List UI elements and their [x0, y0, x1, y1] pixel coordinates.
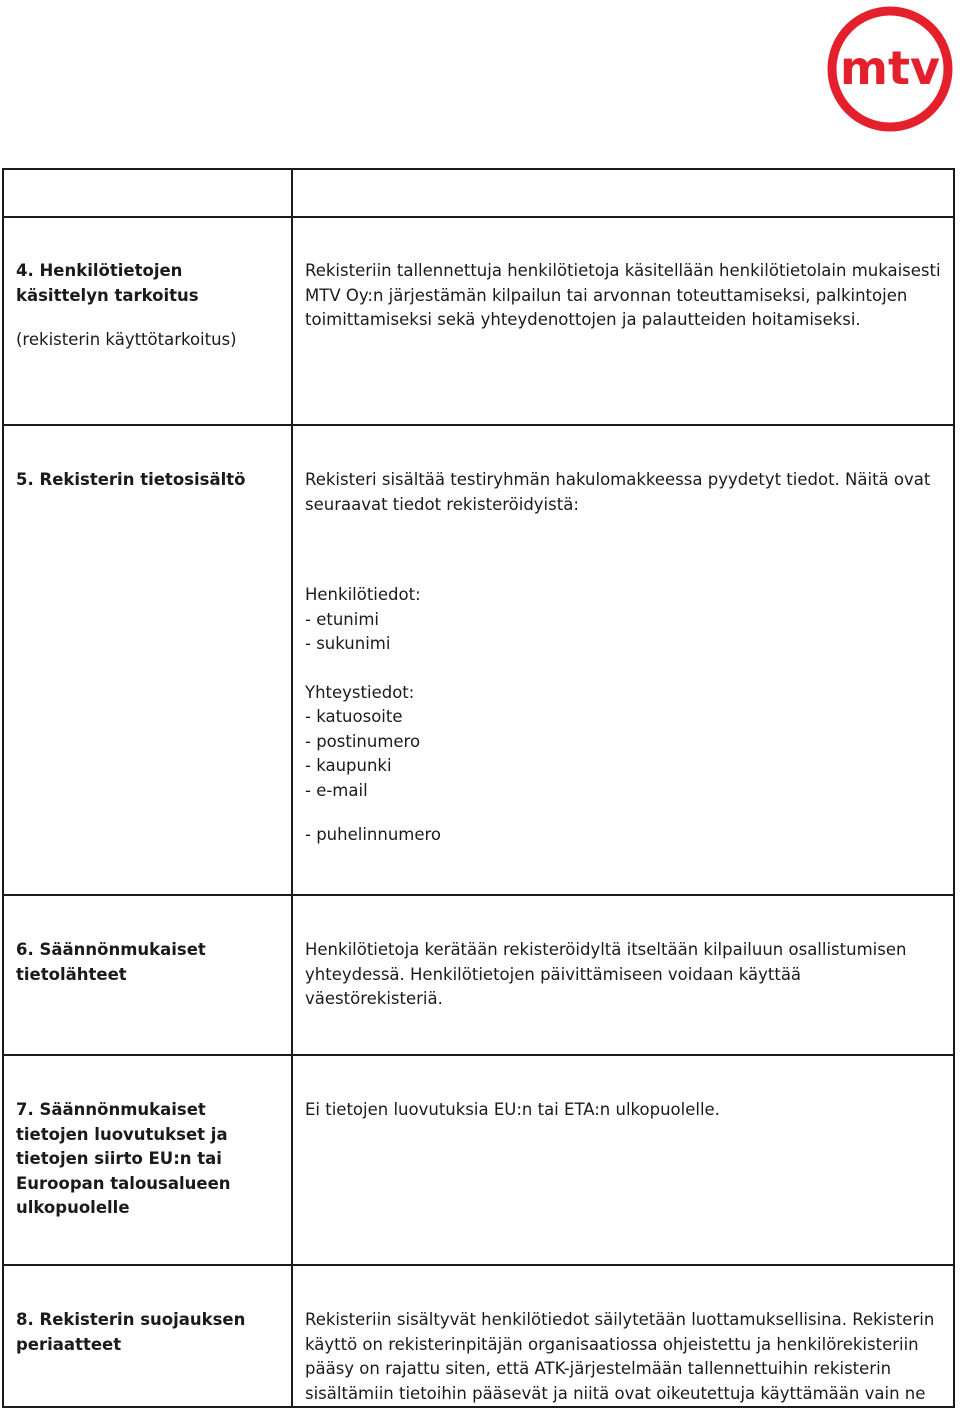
- sources-content-cell: [292, 895, 954, 1055]
- table-row-sources: [3, 895, 954, 1055]
- list-item: - katuosoite: [305, 707, 403, 726]
- disclosures-content: Ei tietojen luovutuksia EU:n tai ETA:n ulkopuolelle.: [305, 1100, 720, 1119]
- security-label: 8. Rekisterin suojauksen periaatteet: [16, 1310, 246, 1354]
- list-item: - kaupunki: [305, 756, 392, 775]
- purpose-label: 4. Henkilötietojen käsittelyn tarkoitus: [16, 261, 199, 305]
- table-row-empty: [3, 169, 954, 217]
- disclosures-label: 7. Säännönmukaiset tietojen luovutukset ja tietojen siirto EU:n tai Euroopan talousalueen ulkopuolelle: [16, 1100, 231, 1217]
- table-row-data-content: [3, 425, 954, 895]
- empty-cell: [292, 169, 954, 217]
- list-item: - e-mail: [305, 780, 368, 800]
- purpose-label-cell: [3, 217, 292, 425]
- personal-data-list: [305, 583, 941, 657]
- table-row-purpose: [3, 217, 954, 425]
- list-item: - etunimi: [305, 609, 379, 629]
- table-row-security: [3, 1265, 954, 1407]
- data-content-label: 5. Rekisterin tietosisältö: [16, 470, 246, 489]
- table-row-disclosures: [3, 1055, 954, 1265]
- security-content: Rekisteriin sisältyvät henkilötiedot säilytetään luottamuksellisina. Rekisterin käyttö on rekisterinpitäjän organisaatiossa ohjeistettu ja henkilörekisteriin pääsy on rajattu siten, että ATK-järjestelmään tallennettuihin rekisterin sisältämiin tietoihin pääsevät ja niitä ovat oikeutettuja käyttämään vain ne: [305, 1310, 935, 1403]
- disclosures-content-cell: [292, 1055, 954, 1265]
- list-item: - sukunimi: [305, 634, 391, 653]
- logo-text: mtv: [840, 41, 940, 95]
- personal-data-title: Henkilötiedot:: [305, 585, 421, 604]
- contact-data-list: [305, 681, 941, 804]
- sources-label-cell: [3, 895, 292, 1055]
- purpose-content: Rekisteriin tallennettuja henkilötietoja käsitellään henkilötietolain mukaisesti MTV Oy:n järjestämän kilpailun tai arvonnan toteuttamiseksi, palkintojen toimittamiseksi sekä yhteydenottojen ja palautteiden hoitamiseksi.: [305, 261, 941, 329]
- purpose-sublabel: (rekisterin käyttötarkoitus): [16, 330, 237, 349]
- list-item: - postinumero: [305, 731, 421, 751]
- sources-label: 6. Säännönmukaiset tietolähteet: [16, 940, 206, 984]
- disclosures-label-cell: [3, 1055, 292, 1265]
- purpose-content-cell: [292, 217, 954, 425]
- mtv-logo: [826, 5, 954, 133]
- data-content-cell: [292, 425, 954, 895]
- sources-content: Henkilötietoja kerätään rekisteröidyltä itseltään kilpailuun osallistumisen yhteydessä. Henkilötietojen päivittämiseen voidaan käyttää väestörekisteriä.: [305, 940, 907, 1008]
- security-label-cell: [3, 1265, 292, 1407]
- empty-cell: [3, 169, 292, 217]
- security-content-cell: [292, 1265, 954, 1407]
- contact-data-title: Yhteystiedot:: [305, 682, 415, 702]
- data-content-intro: Rekisteri sisältää testiryhmän hakulomakkeessa pyydetyt tiedot. Näitä ovat seuraavat tiedot rekisteröidyistä:: [305, 470, 931, 514]
- data-content-label-cell: [3, 425, 292, 895]
- list-item-phone: - puhelinnumero: [305, 825, 442, 844]
- register-table: [2, 168, 955, 1408]
